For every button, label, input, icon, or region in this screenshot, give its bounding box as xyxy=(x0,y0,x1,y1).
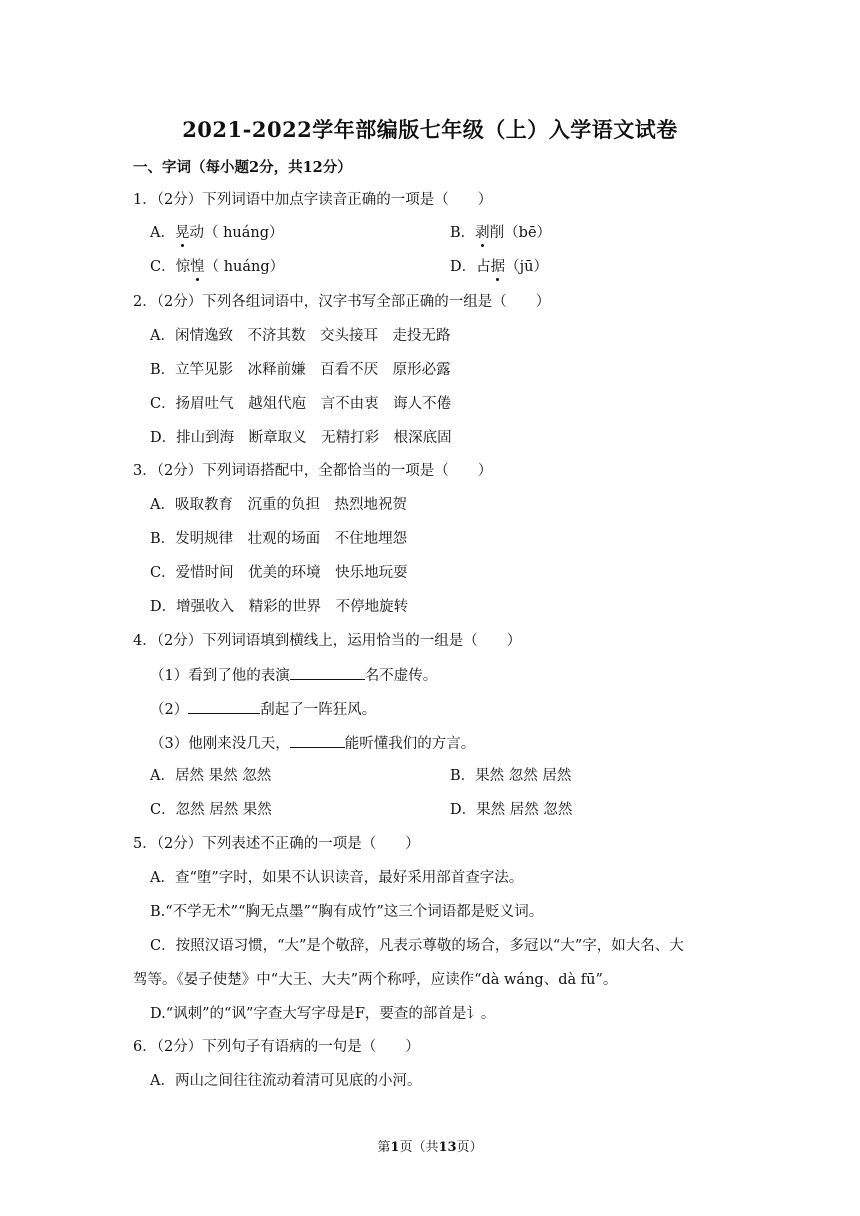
question-1-option-d: D．占据（jū） xyxy=(450,259,548,275)
question-2-option-b: B．立竿见影 冰释前嫌 百看不厌 原形必露 xyxy=(150,362,451,378)
fill-blank xyxy=(290,733,345,748)
question-4-stem: 4．（2分）下列词语填到横线上，运用恰当的一组是（ ） xyxy=(133,633,522,649)
page-total: 13 xyxy=(438,1140,457,1155)
question-3-option-c: C．爱惜时间 优美的环境 快乐地玩耍 xyxy=(150,565,408,581)
exam-title: 2021-2022学年部编版七年级（上）入学语文试卷 xyxy=(182,117,678,142)
question-1-option-a: A．晃动（ huáng） xyxy=(150,225,284,241)
question-3-option-b: B．发明规律 壮观的场面 不住地埋怨 xyxy=(150,531,408,547)
question-4-option-b: B．果然 忽然 居然 xyxy=(450,768,572,784)
question-2-option-c: C．扬眉吐气 越俎代庖 言不由衷 诲人不倦 xyxy=(150,396,452,412)
question-5-stem: 5．（2分）下列表述不正确的一项是（ ） xyxy=(133,836,420,852)
fill-blank xyxy=(188,699,260,714)
question-4-option-a: A．居然 果然 忽然 xyxy=(150,768,272,784)
question-1-option-b: B．剥削（bē） xyxy=(450,225,552,241)
emphasis-dot-char: 晃 xyxy=(174,225,190,241)
question-2-stem: 2．（2分）下列各组词语中，汉字书写全部正确的一组是（ ） xyxy=(133,294,551,310)
emphasis-dot-char: 据 xyxy=(490,259,506,275)
question-4-sentence-2: （2） 刮起了一阵狂风。 xyxy=(150,699,376,720)
question-4-option-c: C．忽然 居然 果然 xyxy=(150,802,272,818)
emphasis-dot-char: 剥 xyxy=(475,225,490,241)
question-5-option-c-line-1: C．按照汉语习惯，“大”是个敬辞，凡表示尊敬的场合，多冠以“大”字，如大名、大 xyxy=(150,938,684,954)
question-4-option-d: D．果然 居然 忽然 xyxy=(450,802,573,818)
question-1-option-c: C．惊惶（ huáng） xyxy=(150,259,285,275)
page-number: 1 xyxy=(390,1140,400,1155)
question-5-option-d: D.“讽刺”的“讽”字查大写字母是F，要查的部首是讠。 xyxy=(150,1006,496,1022)
question-4-sentence-3: （3）他刚来没几天， 能听懂我们的方言。 xyxy=(150,733,475,754)
question-5-option-c-line-2: 驾等。《晏子使楚》中“大王、大夫”两个称呼，应读作“dà wáng、dà fū”。 xyxy=(133,972,618,988)
section-heading: 一、字词（每小题2分，共12分） xyxy=(133,159,352,176)
question-6-stem: 6．（2分）下列句子有语病的一句是（ ） xyxy=(133,1039,420,1055)
question-2-option-a: A．闲情逸致 不济其数 交头接耳 走投无路 xyxy=(150,328,451,344)
question-3-stem: 3．（2分）下列词语搭配中，全都恰当的一项是（ ） xyxy=(133,463,493,479)
emphasis-dot-char: 惶 xyxy=(190,259,205,275)
question-3-option-a: A．吸取教育 沉重的负担 热烈地祝贺 xyxy=(150,497,407,513)
question-1-stem: 1．（2分）下列词语中加点字读音正确的一项是（ ） xyxy=(133,192,493,208)
question-4-sentence-1: （1）看到了他的表演 名不虚传。 xyxy=(150,665,437,686)
question-5-option-a: A．查“堕”字时，如果不认识读音，最好采用部首查字法。 xyxy=(150,870,524,886)
page-footer: 第1页（共13页） xyxy=(377,1140,483,1155)
question-5-option-b: B.“不学无术”“胸无点墨”“胸有成竹”这三个词语都是贬义词。 xyxy=(150,904,544,920)
question-6-option-a: A．两山之间往往流动着清可见底的小河。 xyxy=(150,1073,422,1089)
fill-blank xyxy=(290,665,365,680)
question-2-option-d: D．排山到海 断章取义 无精打彩 根深底固 xyxy=(150,430,452,446)
question-3-option-d: D．增强收入 精彩的世界 不停地旋转 xyxy=(150,599,409,615)
